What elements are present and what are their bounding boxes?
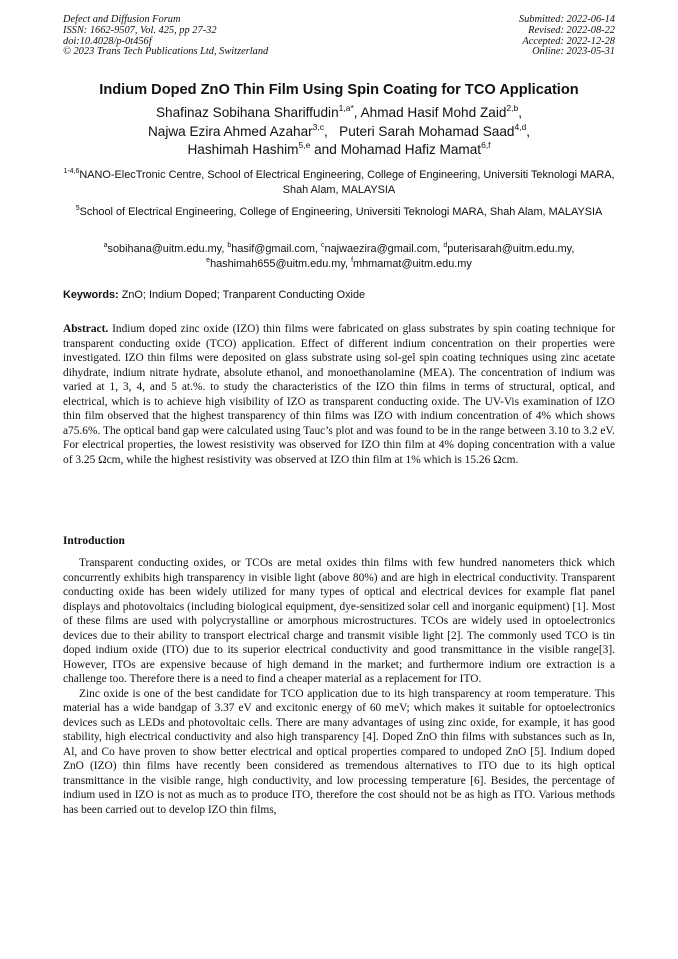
author-name: Najwa Ezira Ahmed Azahar xyxy=(147,123,313,139)
author-name: Shafinaz Sobihana Shariffudin xyxy=(155,105,339,120)
email-list: $^a$sobihana@uitm.edu.my, $^b$hasif@gmail.com, $^c$najwaezira@gmail.com, $^d$puterisarah@uitm.edu.my, $^e$hashimah655@uitm.edu.my, $^f$mhmamat@uitm.edu.my xyxy=(103,242,575,270)
email-marker: a xyxy=(103,242,108,249)
paragraph: Transparent conducting oxides, or TCOs are metal oxides thin films with few hundred nanometers thick which concurrently exhibits high transparency in visible light (above 80%) and are high in electrical conductivity. Transparent conducting oxide has been widely utilized for many types of optical and electrical devices for example flat panel displays and photovoltaics (including biological equipment, dye-sensitized solar cell and inorganic equipment) [1]. Most of these films are used with polycrystalline or amorphous microstructures. TCOs are widely used in optoelectronics devices due to their ability to transport electrical charge and transmit visible light [2]. The commonly used TCO is tin doped indium oxide (ITO) due to its superior electrical conductivity and good transmittance in the visible range[3]. However, ITOs are expensive because of high demand in the market; and furthermore indium ore extraction is a challenge too. Therefore there is a need to find a cheaper material as a replacement for ITO. xyxy=(63,557,615,685)
abstract xyxy=(63,322,615,467)
author-name: Ahmad Hasif Mohd Zaid xyxy=(360,105,507,120)
copyright-line: © 2023 Trans Tech Publications Ltd, Switzerland xyxy=(63,46,269,58)
affiliation xyxy=(60,205,618,220)
author-separator: , xyxy=(324,123,336,139)
author-affiliation-marker: 1,a* xyxy=(338,103,354,113)
author-name: Mohamad Hafiz Mamat xyxy=(340,142,482,157)
author-separator: , xyxy=(518,105,523,120)
affiliation-text: School of Electrical Engineering, College of Engineering, Universiti Teknologi MARA, Shah Alam, MALAYSIA xyxy=(79,206,603,218)
revised-date: Revised: 2022-08-22 xyxy=(528,24,615,36)
email-link[interactable]: puterisarah@uitm.edu.my xyxy=(447,243,572,255)
abstract-text: Indium doped zinc oxide (IZO) thin films were fabricated on glass substrates by spin coating technique for transparent conducting oxide (TCO) application. Effect of different indium concentration on their properties were investigated. IZO thin films were deposited on glass substrate using sol-gel spin coating techniques using zinc acetate dihydrate, indium nitrate hydrate, absolute ethanol, and monoethanolamine (MEA). The concentration of indium was varied at 1, 3, 4, and 5 at.%. to study the characteristics of the IZO thin films in terms of structural, optical, and electrical, which is to achieve high visibility of IZO as transparent conducting oxide. The UV-Vis examination of IZO thin film observed that the highest transparency of thin films was IZO with indium concentration of 4% which shows a75.6%. The optical band gap were calculated using Tauc’s plot and was found to be in the range between 3.10 to 3.2 eV. For electrical properties, the lowest resistivity was observed for IZO thin film at 4% doping concentration with a value of 3.25 Ωcm, while the highest resistivity was observed at IZO thin film at 1% which is 15.26 Ωcm. xyxy=(63,323,615,466)
online-date: Online: 2023-05-31 xyxy=(532,46,615,58)
email-link[interactable]: mhmamat@uitm.edu.my xyxy=(353,257,472,270)
keywords-label: Keywords: xyxy=(63,289,119,301)
email-marker: f xyxy=(351,256,354,264)
publication-dates xyxy=(519,15,615,58)
email-link[interactable]: sobihana@uitm.edu.my xyxy=(107,243,222,255)
author-affiliation-marker: 4,d xyxy=(514,121,527,132)
affiliation-marker: 5 xyxy=(75,205,80,212)
affiliation-marker: 1-4,6 xyxy=(63,168,80,175)
paper-title: Indium Doped ZnO Thin Film Using Spin Coating for TCO Application xyxy=(99,82,579,98)
author-affiliation-marker: 2,b xyxy=(506,103,519,113)
section-heading: Introduction xyxy=(63,535,125,547)
affiliation xyxy=(60,168,618,197)
email-link[interactable]: hashimah655@uitm.edu.my xyxy=(210,257,346,270)
author-separator: and xyxy=(310,142,341,157)
keywords-text: ZnO; Indium Doped; Tranparent Conducting Oxide xyxy=(121,289,366,301)
accepted-date: Accepted: 2022-12-28 xyxy=(522,35,615,47)
email-marker: d xyxy=(443,242,448,249)
email-link[interactable]: najwaezira@gmail.com xyxy=(324,243,438,255)
keywords xyxy=(63,289,623,301)
journal-info xyxy=(63,15,268,58)
author-separator: , xyxy=(526,123,531,139)
author-separator: , xyxy=(353,105,361,120)
abstract-label: Abstract. xyxy=(63,323,109,335)
paragraph: Zinc oxide is one of the best candidate for TCO application due to its high transparency at room temperature. This material has a wide bandgap of 3.37 eV and excitonic energy of 60 meV; which makes it suitable for optoelectronics devices such as LEDs and photovoltaic cells. There are many advantages of using zinc oxide, for example, it has good stability, high electrical conductivity and also high transparency [4]. Doped ZnO thin films with substances such as In, Al, and Co have proven to show better electrical and optical properties compared to undoped ZnO [5]. Indium doped ZnO (IZO) thin films have recently been considered as tremendous alternatives to ITO due to its high optical transmittance in the visible range, high conductivity, and low processing temperature [6]. Besides, the percentage of indium used in IZO is not as much as to produce ITO, therefore the cost should not be as high as ITO. Various methods has been carried out to develop IZO thin films, xyxy=(63,687,615,816)
journal-name: Defect and Diffusion Forum xyxy=(63,14,181,25)
email-marker: b xyxy=(227,242,232,249)
author-affiliation-marker: 6,f xyxy=(481,140,491,150)
author-affiliation-marker: 5,e xyxy=(298,140,311,150)
doi-line: doi:10.4028/p-0t456f xyxy=(63,35,152,47)
email-marker: e xyxy=(206,256,211,264)
author-list xyxy=(60,104,618,160)
email-marker: c xyxy=(321,242,325,249)
author-affiliation-marker: 3,c xyxy=(312,121,324,132)
affiliation-text: NANO-ElecTronic Centre, School of Electrical Engineering, College of Engineering, Universiti Teknologi MARA, Shah Alam, MALAYSIA xyxy=(79,169,615,196)
email-link[interactable]: hasif@gmail.com xyxy=(231,243,315,255)
author-name: Puteri Sarah Mohamad Saad xyxy=(339,123,515,139)
issn-line: ISSN: 1662-9507, Vol. 425, pp 27-32 xyxy=(63,24,217,36)
submitted-date: Submitted: 2022-06-14 xyxy=(518,14,615,25)
introduction-body xyxy=(63,556,615,817)
author-name: Hashimah Hashim xyxy=(187,142,299,157)
